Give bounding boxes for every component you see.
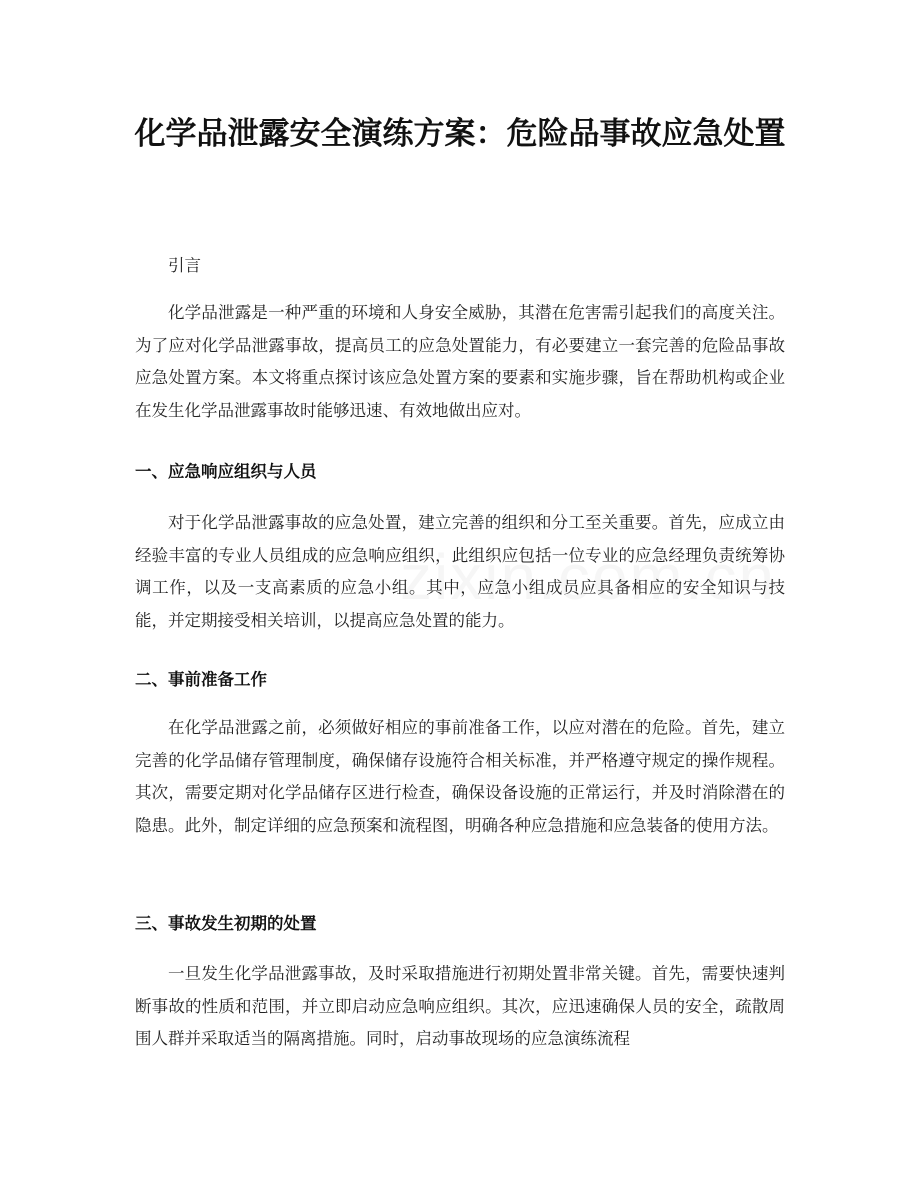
section-paragraph-2: 在化学品泄露之前，必须做好相应的事前准备工作，以应对潜在的危险。首先，建立完善的化学品储存管理制度，确保储存设施符合相关标准，并严格遵守规定的操作规程。其次，需要定期对化学品储存区进行检查，确保设备设施的正常运行，并及时消除潜在的隐患。此外，制定详细的应急预案和流程图，明确各种应急措施和应急装备的使用方法。 xyxy=(135,718,785,835)
page-title: 化学品泄露安全演练方案：危险品事故应急处置 xyxy=(134,116,786,152)
section-heading-1: 一、应急响应组织与人员 xyxy=(135,462,317,481)
section-paragraph-1: 对于化学品泄露事故的应急处置，建立完善的组织和分工至关重要。首先，应成立由经验丰富的专业人员组成的应急响应组织，此组织应包括一位专业的应急经理负责统筹协调工作，以及一支高素质的应急小组。其中，应急小组成员应具备相应的安全知识与技能，并定期接受相关培训，以提高应急处置的能力。 xyxy=(135,513,785,630)
intro-label: 引言 xyxy=(168,256,201,275)
section-heading-3: 三、事故发生初期的处置 xyxy=(135,914,317,933)
section-heading-2: 二、事前准备工作 xyxy=(135,670,267,689)
intro-paragraph: 化学品泄露是一种严重的环境和人身安全威胁，其潜在危害需引起我们的高度关注。为了应对化学品泄露事故，提高员工的应急处置能力，有必要建立一套完善的危险品事故应急处置方案。本文将重点探讨该应急处置方案的要素和实施步骤，旨在帮助机构或企业在发生化学品泄露事故时能够迅速、有效地做出应对。 xyxy=(135,303,785,420)
section-paragraph-3: 一旦发生化学品泄露事故，及时采取措施进行初期处置非常关键。首先，需要快速判断事故的性质和范围，并立即启动应急响应组织。其次，应迅速确保人员的安全，疏散周围人群并采取适当的隔离措施。同时，启动事故现场的应急演练流程 xyxy=(135,964,785,1048)
